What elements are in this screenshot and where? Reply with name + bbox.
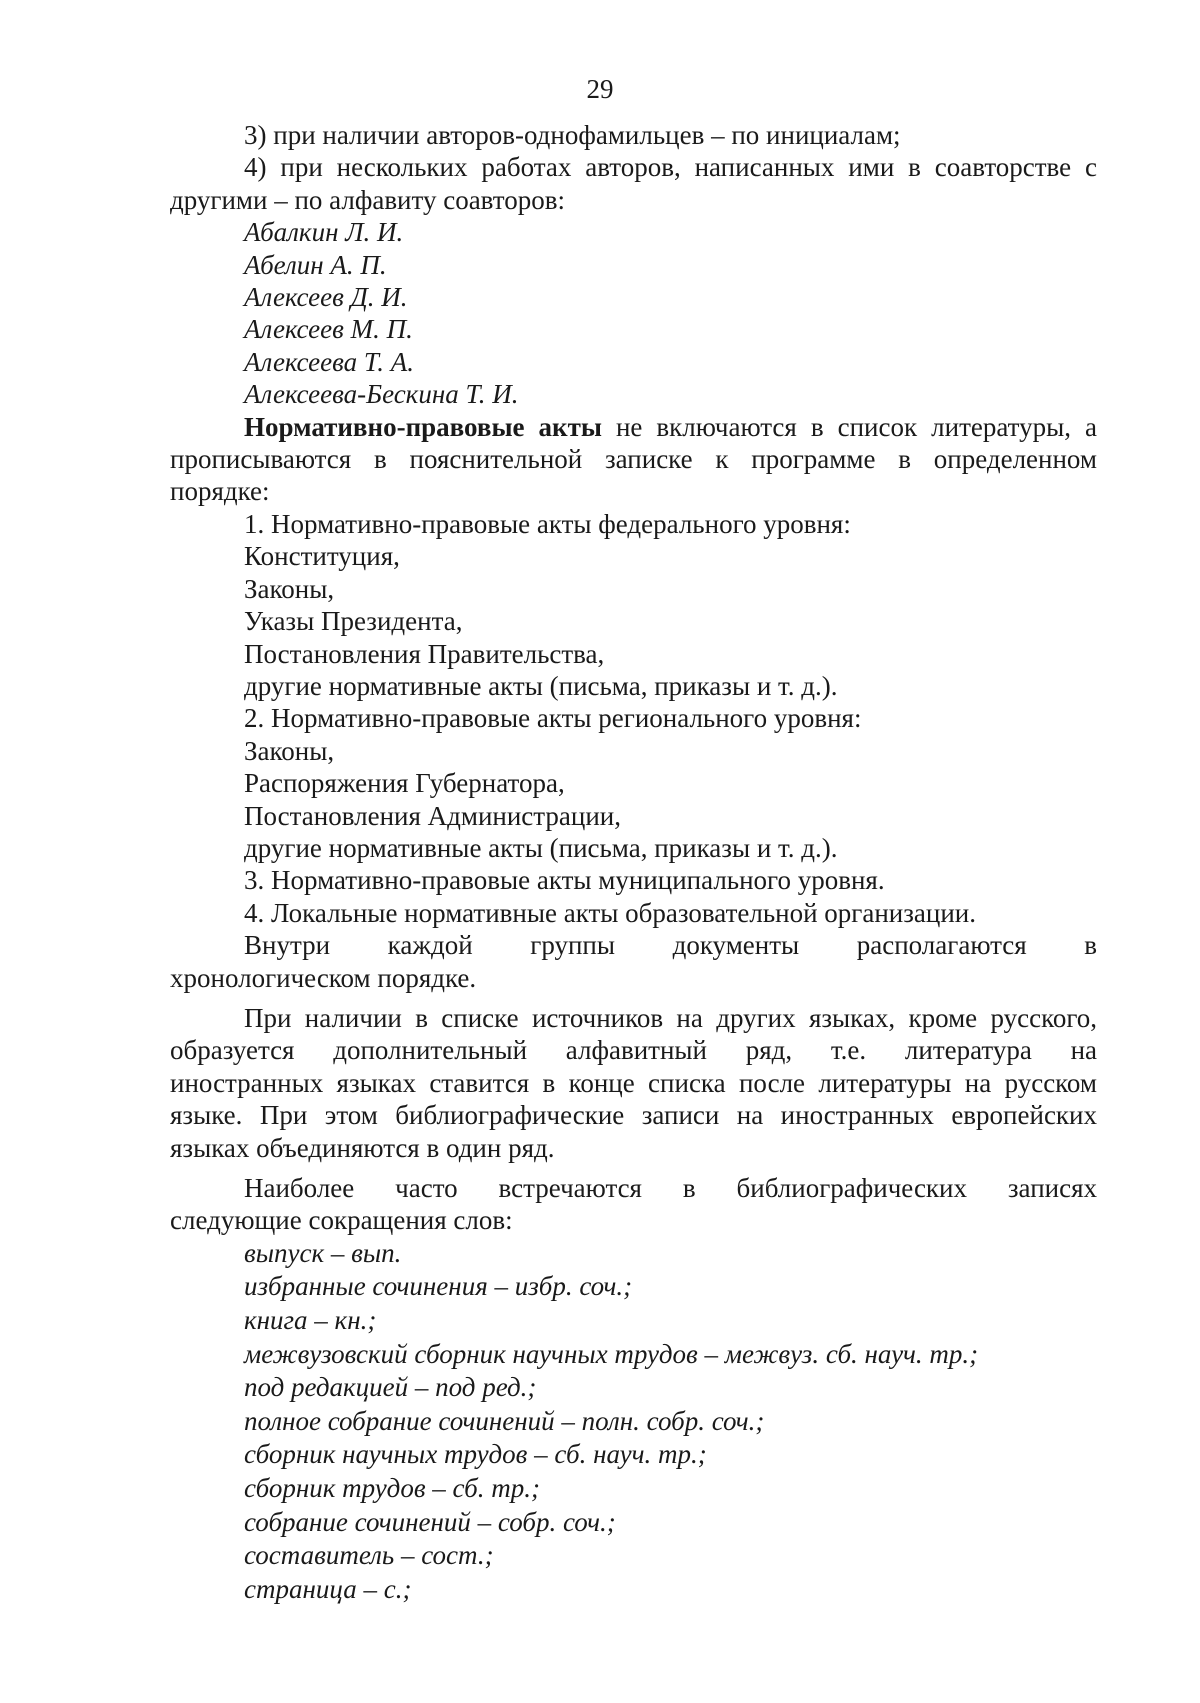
abbreviation-item: страница – с.; bbox=[244, 1573, 412, 1604]
federal-item: другие нормативные акты (письма, приказы и т. д.). bbox=[244, 670, 838, 701]
abbreviation-item: избранные сочинения – избр. соч.; bbox=[244, 1271, 633, 1302]
paragraph-coauthors-line2: другими – по алфавиту соавторов: bbox=[170, 184, 565, 215]
abbreviations-intro-line1: Наиболее часто встречаются в библиографических записях bbox=[244, 1173, 1097, 1203]
abbreviation-item: сборник научных трудов – сб. науч. тр.; bbox=[244, 1439, 707, 1470]
languages-line5: языках объединяются в один ряд. bbox=[170, 1132, 555, 1163]
paragraph-coauthors-line1: 4) при нескольких работах авторов, написанных ими в соавторстве с bbox=[244, 152, 1097, 183]
regional-item: Распоряжения Губернатора, bbox=[244, 768, 565, 799]
abbreviation-item: составитель – сост.; bbox=[244, 1540, 494, 1571]
municipal-heading: 3. Нормативно-правовые акты муниципального уровня. bbox=[244, 865, 885, 896]
regional-item: другие нормативные акты (письма, приказы и т. д.). bbox=[244, 832, 838, 863]
normative-acts-text: не включаются в список литературы, а bbox=[601, 411, 1097, 442]
regional-item: Законы, bbox=[244, 735, 335, 766]
regional-item: Постановления Администрации, bbox=[244, 800, 621, 831]
author-item: Алексеев М. П. bbox=[244, 314, 413, 345]
languages-line3: иностранных языках ставится в конце списка после литературы на русском bbox=[170, 1067, 1097, 1098]
document-body bbox=[170, 119, 1097, 1606]
abbreviation-list bbox=[170, 1237, 1097, 1607]
paragraph-initials: 3) при наличии авторов-однофамильцев – по инициалам; bbox=[244, 120, 901, 150]
normative-acts-line1 bbox=[170, 411, 1097, 443]
normative-acts-term: Нормативно-правовые акты bbox=[244, 411, 602, 442]
normative-acts-line3: порядке: bbox=[170, 476, 270, 507]
abbreviation-item: выпуск – вып. bbox=[244, 1237, 402, 1268]
languages-line4: языке. При этом библиографические записи на иностранных европейских bbox=[170, 1100, 1097, 1131]
chronological-line1: Внутри каждой группы документы располагаются в bbox=[244, 930, 1097, 961]
regional-heading: 2. Нормативно-правовые акты регионального уровня: bbox=[244, 703, 862, 734]
chronological-line2: хронологическом порядке. bbox=[170, 962, 477, 993]
federal-item: Конституция, bbox=[244, 541, 400, 572]
page-number: 29 bbox=[586, 74, 614, 104]
author-item: Абелин А. П. bbox=[244, 249, 387, 280]
federal-heading: 1. Нормативно-правовые акты федерального уровня: bbox=[244, 508, 851, 539]
federal-item: Указы Президента, bbox=[244, 606, 463, 637]
abbreviation-item: под редакцией – под ред.; bbox=[244, 1372, 537, 1403]
local-heading: 4. Локальные нормативные акты образовательной организации. bbox=[244, 897, 976, 928]
federal-item: Законы, bbox=[244, 573, 335, 604]
abbreviation-item: полное собрание сочинений – полн. собр. соч.; bbox=[244, 1405, 765, 1436]
federal-item: Постановления Правительства, bbox=[244, 638, 605, 669]
author-list bbox=[170, 216, 1097, 410]
languages-line2: образуется дополнительный алфавитный ряд, т.е. литература на bbox=[170, 1035, 1097, 1066]
abbreviations-intro-line2: следующие сокращения слов: bbox=[170, 1205, 513, 1236]
abbreviation-item: собрание сочинений – собр. соч.; bbox=[244, 1506, 616, 1537]
author-item: Алексеева-Бескина Т. И. bbox=[244, 379, 519, 410]
abbreviation-item: сборник трудов – сб. тр.; bbox=[244, 1472, 540, 1503]
abbreviation-item: книга – кн.; bbox=[244, 1305, 377, 1335]
languages-line1: При наличии в списке источников на других языках, кроме русского, bbox=[244, 1002, 1097, 1033]
normative-acts-line2: прописываются в пояснительной записке к программе в определенном bbox=[170, 444, 1097, 475]
author-item: Алексеева Т. А. bbox=[244, 346, 414, 377]
author-item: Абалкин Л. И. bbox=[244, 217, 404, 248]
abbreviation-item: межвузовский сборник научных трудов – межвуз. сб. науч. тр.; bbox=[244, 1338, 979, 1369]
author-item: Алексеев Д. И. bbox=[244, 282, 408, 313]
